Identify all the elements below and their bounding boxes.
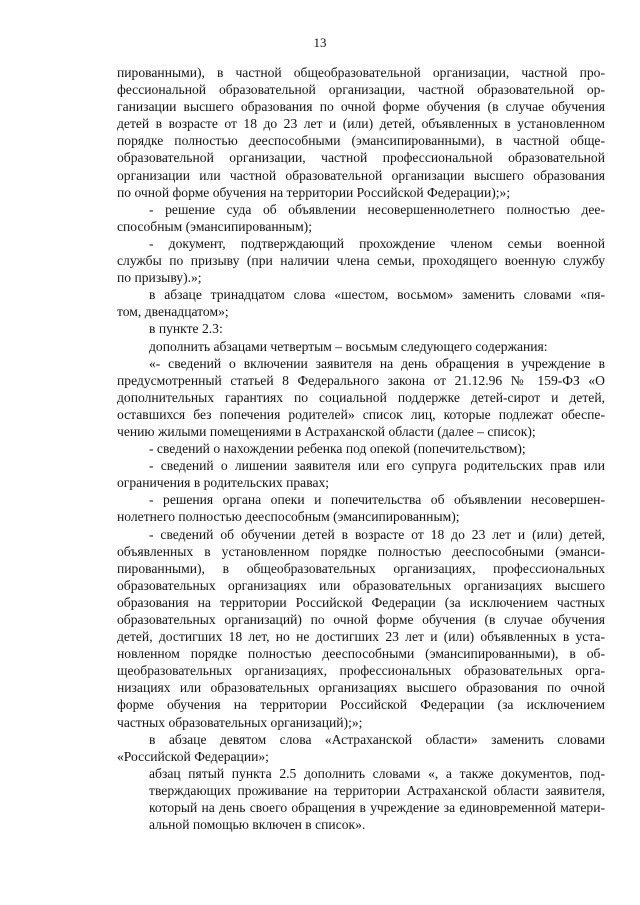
- text-line: новленном порядке полностью дееспособными (эмансипированными), в об-: [117, 646, 605, 662]
- text-line: который на день своего обращения в учреждение за единовременной матери-: [149, 800, 605, 816]
- text-line: объявленных в установленном порядке полностью дееспособными (эманси-: [117, 543, 605, 559]
- text-line: порядке полностью дееспособными (эмансипированными), в частной обще-: [117, 133, 605, 149]
- text-line: ограничения в родительских правах;: [117, 475, 330, 491]
- text-line: службы по призыву (при наличии члена семьи, проходящего военную службу: [117, 253, 605, 269]
- page-number: 13: [313, 35, 327, 50]
- text-line: ганизации высшего образования по очной форме обучения (в случае обучения: [117, 99, 605, 115]
- text-line: в пункте 2.3:: [149, 321, 223, 337]
- document-body: [117, 64, 605, 833]
- text-line: щеобразовательных организациях, профессиональных образовательных орга-: [117, 663, 605, 679]
- text-line: дополнить абзацами четвертым – восьмым следующего содержания:: [149, 338, 548, 354]
- text-line: детей в возрасте от 18 до 23 лет и (или) детей, объявленных в установленном: [117, 116, 605, 132]
- text-line: образования на территории Российской Федерации (за исключением частных: [117, 594, 605, 610]
- text-line: - документ, подтверждающий прохождение членом семьи военной: [149, 235, 605, 251]
- text-line: - сведений об обучении детей в возрасте от 18 до 23 лет и (или) детей,: [149, 526, 605, 542]
- text-line: по призыву).»;: [117, 270, 202, 286]
- text-line: способным (эмансипированным);: [117, 218, 312, 234]
- text-line: образовательных организациях или образовательных организациях высшего: [117, 577, 605, 593]
- text-line: предусмотренный статьей 8 Федерального закона от 21.12.96 № 159-ФЗ «О: [117, 372, 605, 388]
- text-line: - решение суда об объявлении несовершеннолетнего полностью дее-: [149, 201, 605, 217]
- text-line: пированными), в общеобразовательных организациях, профессиональных: [117, 560, 605, 576]
- text-line: дополнительных гарантиях по социальной поддержке детей-сирот и детей,: [117, 389, 605, 405]
- text-line: низациях или образовательных организациях высшего образования по очной: [117, 680, 605, 696]
- text-line: - сведений о лишении заявителя или его супруга родительских прав или: [149, 458, 605, 474]
- text-line: частных образовательных организаций);»;: [117, 714, 363, 730]
- text-line: «- сведений о включении заявителя на день обращения в учреждение в: [149, 355, 605, 371]
- text-line: - решения органа опеки и попечительства об объявлении несовершен-: [149, 492, 605, 508]
- text-line: образовательных организаций) по очной форме обучения (в случае обучения: [117, 612, 605, 627]
- text-line: - сведений о нахождении ребенка под опекой (попечительством);: [149, 441, 526, 457]
- text-line: детей, достигших 18 лет, но не достигших 23 лет и (или) объявленных в уста-: [117, 629, 605, 645]
- text-line: в абзаце девятом слова «Астраханской области» заменить словами: [149, 731, 605, 747]
- text-line: альной помощью включен в список».: [149, 817, 366, 833]
- text-line: организации или частной образовательной организации высшего образования: [117, 167, 605, 183]
- text-line: нолетнего полностью дееспособным (эмансипированным);: [117, 509, 460, 525]
- text-line: тверждающих проживание на территории Астраханской области заявителя,: [149, 782, 605, 798]
- text-line: «Российской Федерации»;: [117, 748, 269, 764]
- text-line: по очной форме обучения на территории Российской Федерации);»;: [117, 184, 511, 200]
- text-line: чению жилыми помещениями в Астраханской области (далее – список);: [117, 423, 536, 439]
- text-line: пированными), в частной общеобразовательной организации, частной про-: [117, 65, 605, 80]
- text-line: том, двенадцатом»;: [117, 304, 229, 320]
- text-line: абзац пятый пункта 2.5 дополнить словами «, а также документов, под-: [149, 765, 605, 781]
- text-line: в абзаце тринадцатом слова «шестом, восьмом» заменить словами «пя-: [149, 287, 605, 303]
- text-line: форме обучения на территории Российской Федерации (за исключением: [117, 697, 605, 713]
- text-line: фессиональной образовательной организации, частной образовательной ор-: [117, 82, 605, 98]
- text-line: образовательной организации, частной профессиональной образовательной: [117, 150, 605, 166]
- text-line: оставшихся без попечения родителей» список лиц, которые подлежат обеспе-: [117, 406, 605, 422]
